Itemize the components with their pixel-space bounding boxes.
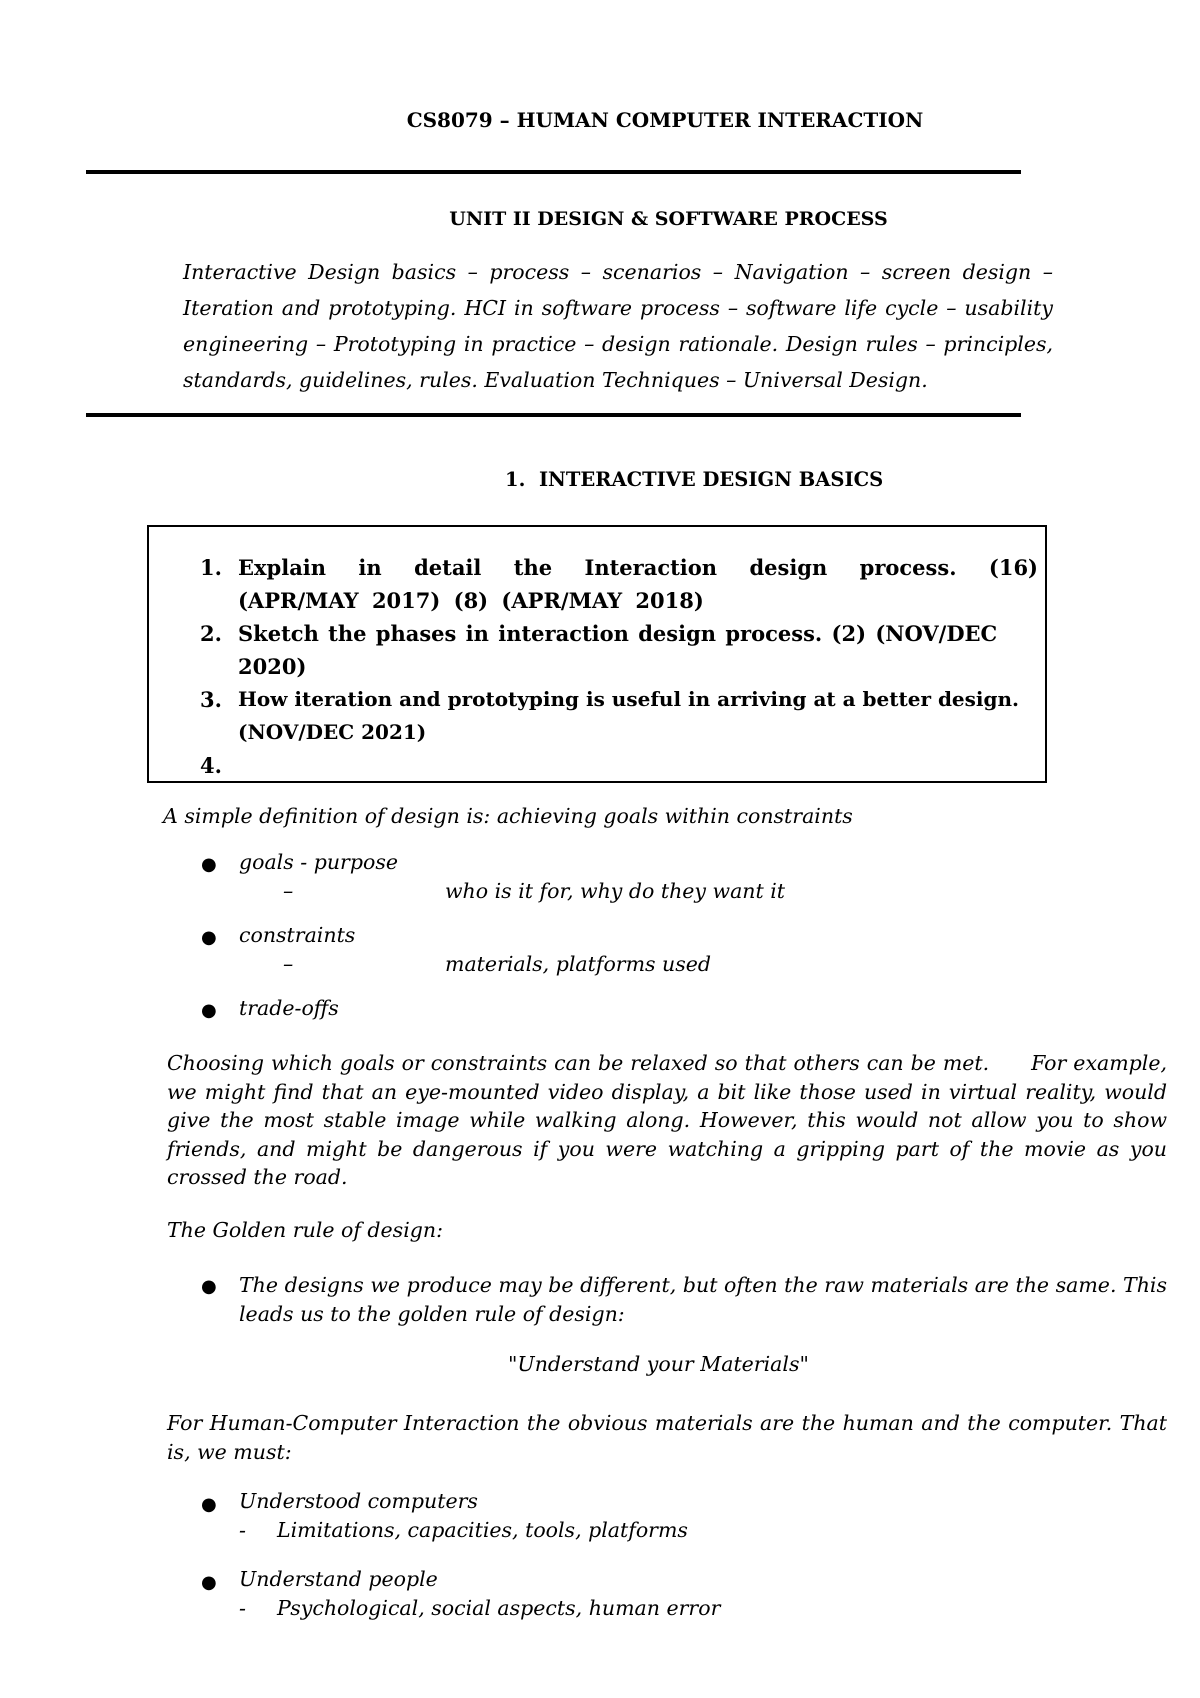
document-title: CS8079 – HUMAN COMPUTER INTERACTION — [406, 108, 924, 132]
design-item-detail: materials, platforms used — [445, 952, 712, 976]
bullet-icon: ● — [201, 1494, 217, 1515]
question-text: Sketch the phases in interaction design process. (2) (NOV/DEC 2020) — [238, 621, 998, 679]
design-definition: A simple definition of design is: achieving goals within constraints — [163, 804, 853, 828]
bullet-icon: ● — [201, 927, 217, 948]
golden-rule-heading: The Golden rule of design: — [167, 1218, 443, 1242]
question-number: 2. — [200, 621, 222, 646]
design-item-dash: – — [283, 879, 294, 903]
understand-item-label: Understand people — [239, 1567, 438, 1591]
question-number: 4. — [200, 753, 222, 778]
hci-paragraph: For Human-Computer Interaction the obvious materials are the human and the computer. That is, we must: — [167, 1411, 1167, 1464]
design-item-label: trade-offs — [239, 996, 339, 1020]
question-text: Explain in detail the Interaction design process. (16) (APR/MAY 2017) (8) (APR/MAY 2018) — [238, 555, 1038, 613]
golden-rule-bullet: The designs we produce may be different, but often the raw materials are the same. This leads us to the golden rule of design: — [239, 1273, 1167, 1326]
golden-rule-quote: "Understand your Materials" — [508, 1352, 809, 1376]
question-number: 3. — [200, 687, 222, 712]
design-item-label: constraints — [239, 923, 356, 947]
understand-item-dash: - — [239, 1518, 246, 1542]
design-item-label: goals - purpose — [239, 850, 398, 874]
bullet-icon: ● — [201, 1276, 217, 1297]
unit-syllabus: Interactive Design basics – process – scenarios – Navigation – screen design – Iteration and prototyping. HCI in software process – software life cycle – usability engineering – Prototyping in practice – design rationale. Design rules – principles, standards, guidelines, rules. Evaluation Techniques – Universal Design. — [183, 260, 1053, 392]
understand-item-label: Understood computers — [239, 1489, 478, 1513]
unit-title: UNIT II DESIGN & SOFTWARE PROCESS — [449, 208, 888, 230]
bullet-icon: ● — [201, 854, 217, 875]
tradeoff-paragraph: Choosing which goals or constraints can be relaxed so that others can be met. For example, we might find that an eye-mounted video display, a bit like those used in virtual reality, would give the most stable image while walking along. However, this would not allow you to show friends, and might be dangerous if you were watching a gripping part of the movie as you crossed the road. — [167, 1051, 1174, 1189]
section-heading — [505, 468, 883, 491]
section-title: INTERACTIVE DESIGN BASICS — [538, 468, 884, 491]
bullet-icon: ● — [201, 1572, 217, 1593]
understand-item-detail: Psychological, social aspects, human error — [277, 1596, 721, 1620]
section-number: 1. — [505, 468, 526, 491]
bullet-icon: ● — [201, 1000, 217, 1021]
understand-item-detail: Limitations, capacities, tools, platforms — [277, 1518, 688, 1542]
question-number: 1. — [200, 555, 222, 580]
design-item-detail: who is it for, why do they want it — [445, 879, 786, 903]
bottom-divider — [86, 413, 1021, 417]
design-item-dash: – — [283, 952, 294, 976]
understand-item-dash: - — [239, 1596, 246, 1620]
top-divider — [86, 170, 1021, 174]
question-text: How iteration and prototyping is useful in arriving at a better design. (NOV/DEC 2021) — [238, 687, 1020, 744]
